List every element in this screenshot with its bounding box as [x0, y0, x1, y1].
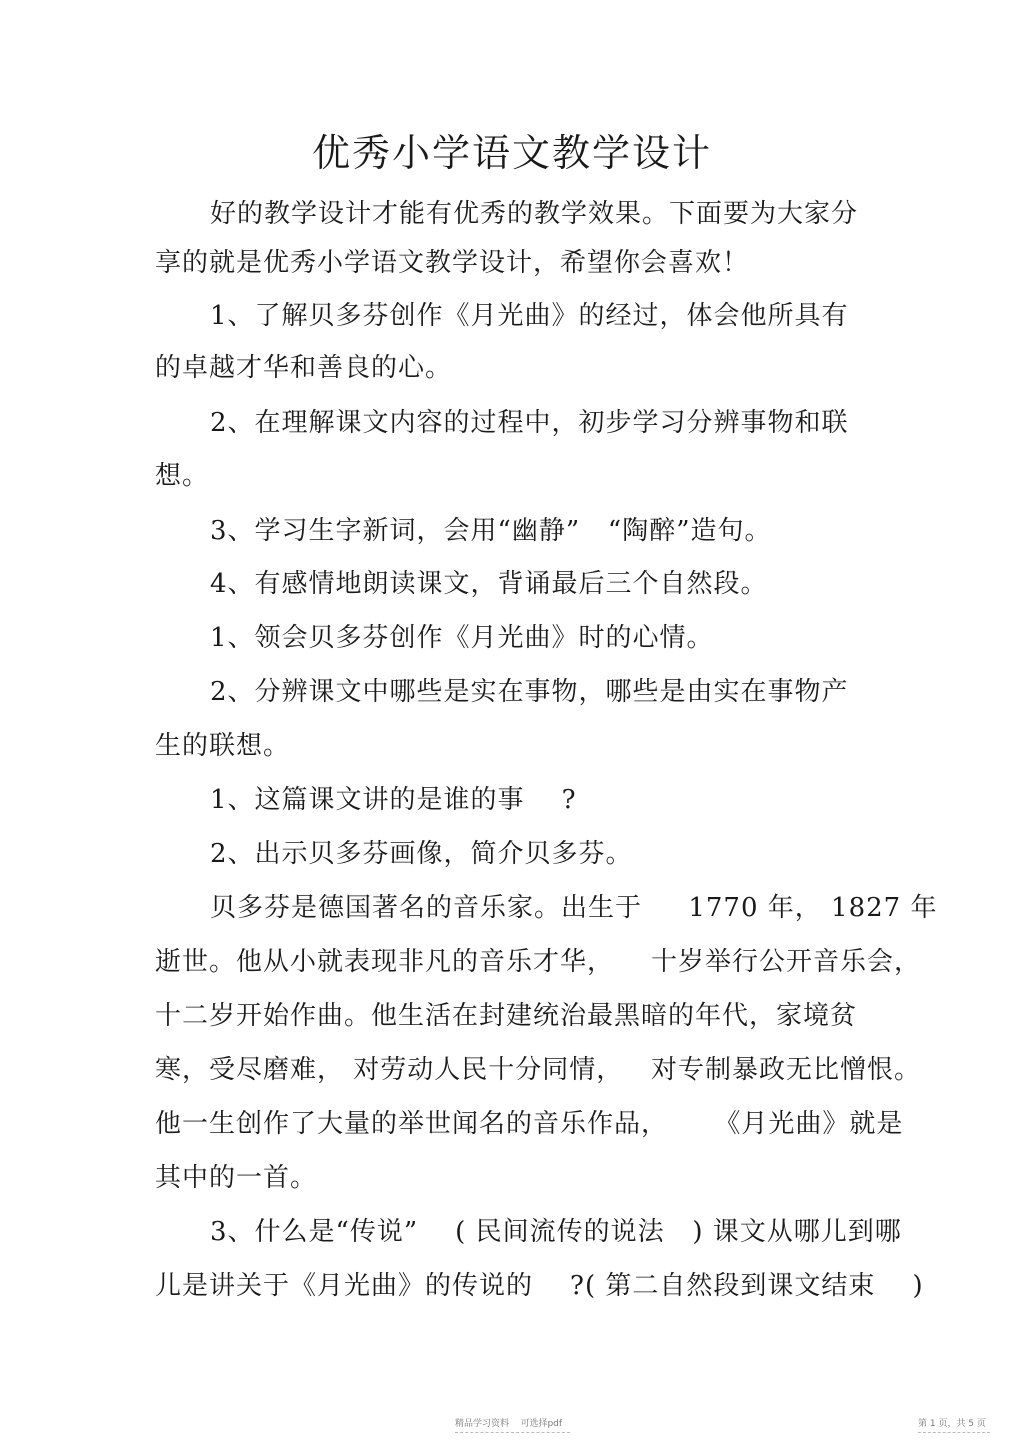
- body-line: 其中的一首。: [155, 1163, 318, 1193]
- footer-page-number: 第 1 页，共 5 页: [918, 1419, 986, 1429]
- body-line: 贝多芬是德国著名的音乐家。出生于 1770 年， 1827 年: [210, 893, 938, 923]
- body-line: 的卓越才华和善良的心。: [155, 353, 453, 383]
- body-line: 1、这篇课文讲的是谁的事 ?: [210, 785, 577, 815]
- document-title: 优秀小学语文教学设计: [311, 131, 712, 175]
- body-line: 想。: [155, 461, 210, 491]
- body-line: 1、领会贝多芬创作《月光曲》时的心情。: [210, 623, 714, 653]
- body-line: 享的就是优秀小学语文教学设计，希望你会喜欢！: [155, 248, 750, 278]
- body-line: 寒，受尽磨难， 对劳动人民十分同情， 对专制暴政无比憎恨。: [155, 1055, 922, 1085]
- body-line: 2、分辨课文中哪些是实在事物，哪些是由实在事物产: [210, 677, 849, 707]
- body-line: 4、有感情地朗读课文，背诵最后三个自然段。: [210, 569, 768, 599]
- body-line: 1、了解贝多芬创作《月光曲》的经过，体会他所具有: [210, 301, 849, 331]
- body-line: 3、学习生字新词，会用“幽静” “陶醉”造句。: [210, 516, 772, 546]
- body-line: 十二岁开始作曲。他生活在封建统治最黑暗的年代，家境贫: [155, 1001, 858, 1031]
- body-line: 他一生创作了大量的举世闻名的音乐作品， 《月光曲》就是: [155, 1109, 904, 1139]
- footer-right-divider: [918, 1432, 990, 1433]
- body-line: 好的教学设计才能有优秀的教学效果。下面要为大家分: [210, 199, 859, 229]
- body-line: 逝世。他从小就表现非凡的音乐才华， 十岁举行公开音乐会，: [155, 947, 922, 977]
- body-line: 生的联想。: [155, 731, 291, 761]
- body-line: 2、在理解课文内容的过程中，初步学习分辨事物和联: [210, 408, 849, 438]
- footer-left-divider: [455, 1432, 570, 1433]
- footer-left-text: 精品学习资料 可选择pdf: [455, 1419, 563, 1429]
- body-line: 2、出示贝多芬画像，简介贝多芬。: [210, 839, 633, 869]
- body-line: 儿是讲关于《月光曲》的传说的 ?( 第二自然段到课文结束 ): [155, 1271, 924, 1301]
- body-line: 3、什么是“传说” ( 民间流传的说法 ) 课文从哪儿到哪: [210, 1217, 902, 1247]
